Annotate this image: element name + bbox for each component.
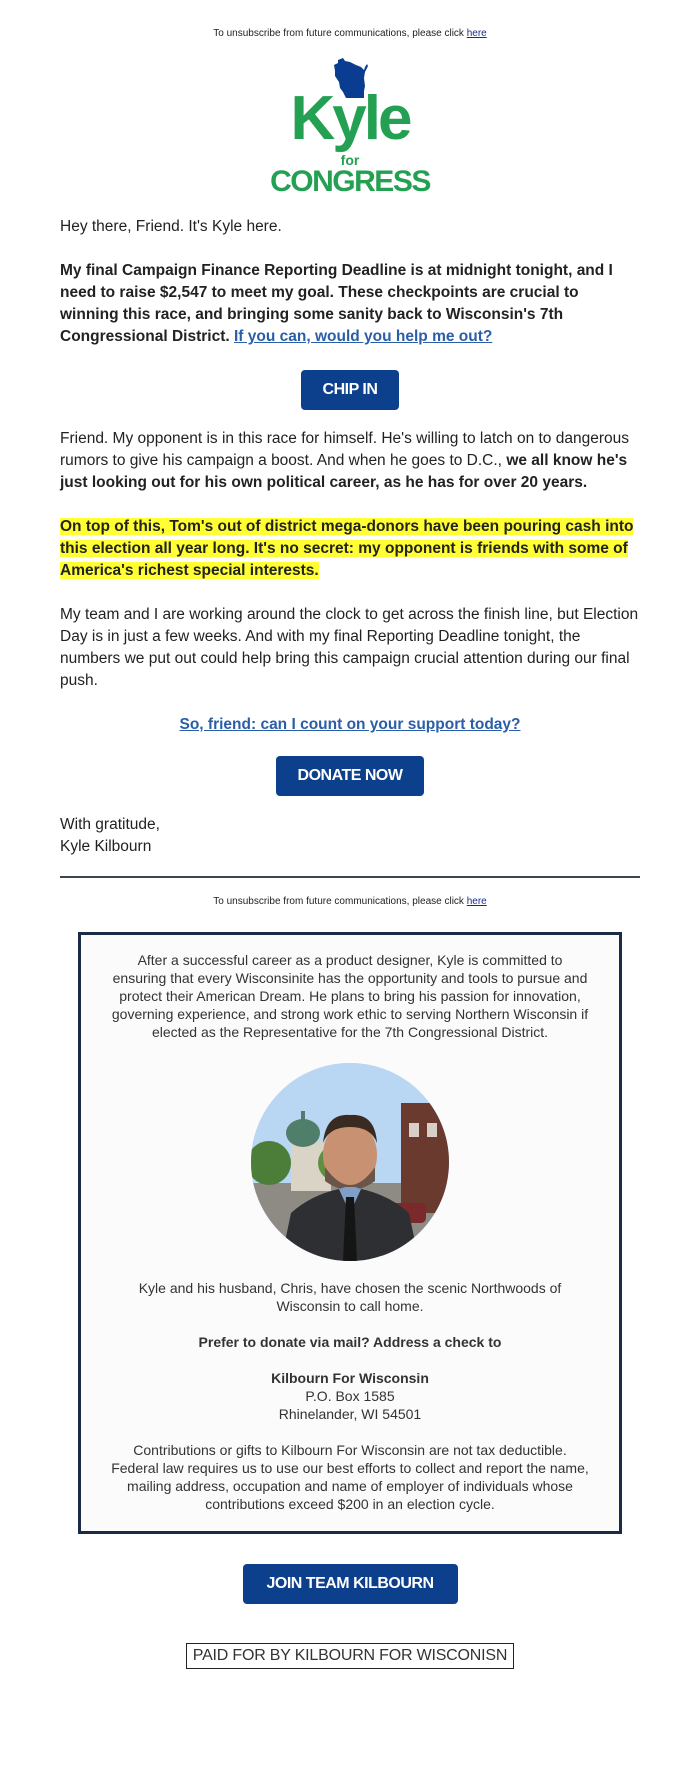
candidate-photo [251,1063,449,1261]
highlight-text: On top of this, Tom's out of district mega-donors have been pouring cash into this election all year long. It's no secret: my opponent is friends with some of America's richest special interests. [60,518,634,579]
legal-disclaimer: Contributions or gifts to Kilbourn For Wisconsin are not tax deductible. Federal law requires us to use our best efforts to collect and report the name, mailing address, occupation and name of employer of individuals whose contributions exceed $200 in an election cycle. [111,1442,589,1512]
opponent-text: Friend. My opponent is in this race for himself. He's willing to latch on to dangerous rumors to give his campaign a boost. And when he goes to D.C., [60,430,629,469]
mail-donation-heading: Prefer to donate via mail? Address a check to [198,1334,502,1350]
support-link[interactable]: So, friend: can I count on your support today? [179,716,521,733]
signoff-text: With gratitude, [60,816,160,833]
unsubscribe-link[interactable]: here [466,896,487,907]
opponent-bold-text: we all know he's just looking out for his own political career, as he has for over 20 years. [60,452,628,491]
candidate-bio: After a successful career as a product designer, Kyle is committed to ensuring that every Wisconsinite has the opportunity and tools to pursue and protect their American Dream. He plans to bring his passion for innovation, governing experience, and strong work ethic to serving Northern Wisconsin if elected as the Representative for the 7th Congressional District. [111,952,589,1040]
address-line2: Rhinelander, WI 54501 [278,1406,422,1422]
campaign-logo [270,58,430,198]
candidate-info-box [78,932,622,1534]
lead-paragraph [60,260,640,348]
unsubscribe-text: To unsubscribe from future communications, please click [213,28,467,39]
address-name: Kilbourn For Wisconsin [271,1370,429,1386]
mailing-address [111,1369,589,1423]
donate-now-button[interactable]: DONATE NOW [276,756,424,796]
divider [60,876,640,878]
join-team-button[interactable]: JOIN TEAM KILBOURN [243,1564,458,1604]
portrait-image [251,1063,449,1261]
unsubscribe-notice-bottom [0,896,700,910]
team-paragraph: My team and I are working around the clock to get across the finish line, but Election Day is in just a few weeks. And with my final Reporting Deadline tonight, the numbers we put out could help bring this campaign crucial attention during our final push. [60,606,639,689]
signoff [60,814,640,858]
paid-for-disclaimer: PAID FOR BY KILBOURN FOR WISCONISN [186,1643,514,1669]
opponent-paragraph [60,428,640,494]
signature: Kyle Kilbourn [60,838,152,855]
highlighted-paragraph [60,516,640,582]
unsubscribe-notice-top [0,0,700,42]
logo-congress: CONGRESS [270,165,430,198]
support-paragraph [60,714,640,736]
message-content [0,216,700,858]
help-me-out-link[interactable]: If you can, would you help me out? [234,328,493,345]
unsubscribe-text: To unsubscribe from future communications, please click [213,896,467,907]
address-line1: P.O. Box 1585 [305,1388,395,1404]
unsubscribe-link[interactable]: here [466,28,487,39]
chip-in-button[interactable]: CHIP IN [301,370,399,410]
logo-for: for [340,152,360,168]
lead-bold-text: My final Campaign Finance Reporting Deadline is at midnight tonight, and I need to raise $2,547 to meet my goal. These checkpoints are crucial to winning this race, and bringing some sanity back to Wisconsin's 7th Congressional District. [60,262,613,345]
greeting: Hey there, Friend. It's Kyle here. [60,218,282,235]
logo-kyle: Kyle [290,84,410,153]
candidate-home: Kyle and his husband, Chris, have chosen the scenic Northwoods of Wisconsin to call home. [138,1280,562,1314]
